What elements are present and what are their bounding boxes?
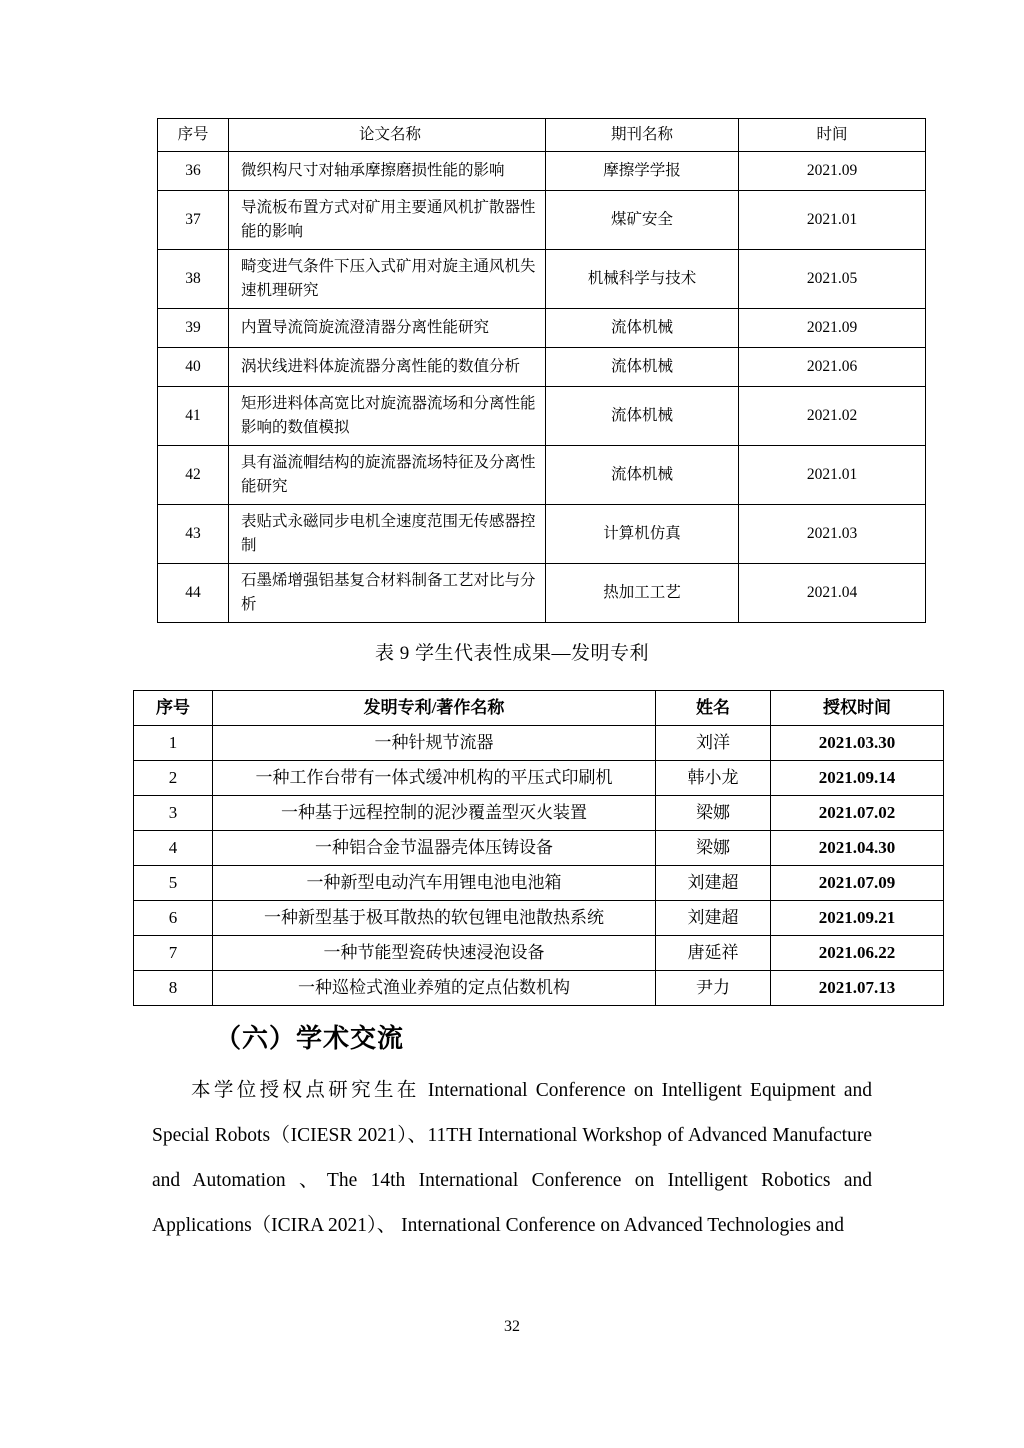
patents-col-name: 发明专利/著作名称 [213, 691, 656, 726]
cell-index: 7 [134, 936, 213, 971]
table-row [158, 387, 926, 446]
cell-date: 2021.09.14 [771, 761, 944, 796]
papers-table-body [158, 152, 926, 623]
cell-name: 涡状线进料体旋流器分离性能的数值分析 [229, 348, 546, 387]
cell-date: 2021.07.02 [771, 796, 944, 831]
cell-journal: 摩擦学学报 [546, 152, 739, 191]
patents-table [133, 690, 944, 1006]
patents-table-header [134, 691, 944, 726]
table-row [158, 309, 926, 348]
cell-date: 2021.04.30 [771, 831, 944, 866]
cell-index: 38 [158, 250, 229, 309]
cell-journal: 煤矿安全 [546, 191, 739, 250]
cell-name: 导流板布置方式对矿用主要通风机扩散器性能的影响 [229, 191, 546, 250]
section-paragraph: 本学位授权点研究生在 International Conference on Intelligent Equipment and Special Robots（ICIESR 2021）、11TH International Workshop of Advanced Manufacture and Automation 、The 14th International Conference on Intelligent Robotics and Applications（ICIRA 2021）、 International Conference on Advanced Technologies and [152, 1080, 872, 1236]
table-row [158, 446, 926, 505]
cell-name: 石墨烯增强铝基复合材料制备工艺对比与分析 [229, 564, 546, 623]
cell-journal: 计算机仿真 [546, 505, 739, 564]
table-row [134, 971, 944, 1006]
cell-name: 表贴式永磁同步电机全速度范围无传感器控制 [229, 505, 546, 564]
cell-name: 一种新型基于极耳散热的软包锂电池散热系统 [213, 901, 656, 936]
cell-name: 一种铝合金节温器壳体压铸设备 [213, 831, 656, 866]
cell-person: 梁娜 [656, 831, 771, 866]
cell-name: 一种新型电动汽车用锂电池电池箱 [213, 866, 656, 901]
table-row [158, 505, 926, 564]
cell-journal: 热加工工艺 [546, 564, 739, 623]
papers-table [157, 118, 926, 623]
cell-name: 一种节能型瓷砖快速浸泡设备 [213, 936, 656, 971]
cell-name: 矩形进料体高宽比对旋流器流场和分离性能影响的数值模拟 [229, 387, 546, 446]
table-caption: 表 9 学生代表性成果—发明专利 [374, 643, 649, 664]
cell-person: 刘建超 [656, 866, 771, 901]
cell-index: 44 [158, 564, 229, 623]
patents-col-person: 姓名 [656, 691, 771, 726]
cell-time: 2021.09 [739, 309, 926, 348]
cell-time: 2021.01 [739, 191, 926, 250]
cell-index: 41 [158, 387, 229, 446]
cell-journal: 流体机械 [546, 348, 739, 387]
table-row [158, 191, 926, 250]
patents-table-body [134, 726, 944, 1006]
cell-index: 5 [134, 866, 213, 901]
cell-name: 内置导流筒旋流澄清器分离性能研究 [229, 309, 546, 348]
cell-name: 一种工作台带有一体式缓冲机构的平压式印刷机 [213, 761, 656, 796]
cell-name: 具有溢流帽结构的旋流器流场特征及分离性能研究 [229, 446, 546, 505]
table-row [158, 564, 926, 623]
cell-time: 2021.09 [739, 152, 926, 191]
cell-person: 韩小龙 [656, 761, 771, 796]
cell-person: 梁娜 [656, 796, 771, 831]
table-row [134, 866, 944, 901]
cell-journal: 流体机械 [546, 309, 739, 348]
cell-index: 4 [134, 831, 213, 866]
cell-date: 2021.07.13 [771, 971, 944, 1006]
cell-name: 一种巡检式渔业养殖的定点佔数机构 [213, 971, 656, 1006]
patents-col-date: 授权时间 [771, 691, 944, 726]
cell-person: 尹力 [656, 971, 771, 1006]
cell-time: 2021.02 [739, 387, 926, 446]
cell-date: 2021.03.30 [771, 726, 944, 761]
cell-time: 2021.05 [739, 250, 926, 309]
cell-date: 2021.07.09 [771, 866, 944, 901]
cell-name: 一种针规节流器 [213, 726, 656, 761]
cell-time: 2021.06 [739, 348, 926, 387]
cell-journal: 流体机械 [546, 446, 739, 505]
table-row [158, 152, 926, 191]
cell-person: 刘洋 [656, 726, 771, 761]
cell-index: 39 [158, 309, 229, 348]
cell-index: 3 [134, 796, 213, 831]
table-header-row [158, 119, 926, 152]
cell-person: 唐延祥 [656, 936, 771, 971]
page-number: 32 [504, 1318, 520, 1335]
cell-journal: 机械科学与技术 [546, 250, 739, 309]
cell-time: 2021.01 [739, 446, 926, 505]
cell-index: 42 [158, 446, 229, 505]
cell-index: 8 [134, 971, 213, 1006]
table-row [158, 250, 926, 309]
cell-index: 37 [158, 191, 229, 250]
papers-table-header [158, 119, 926, 152]
cell-name: 一种基于远程控制的泥沙覆盖型灭火装置 [213, 796, 656, 831]
cell-name: 微织构尺寸对轴承摩擦磨损性能的影响 [229, 152, 546, 191]
papers-col-name: 论文名称 [229, 119, 546, 152]
table-row [158, 348, 926, 387]
cell-date: 2021.06.22 [771, 936, 944, 971]
section-heading: （六）学术交流 [215, 1024, 405, 1053]
cell-index: 43 [158, 505, 229, 564]
cell-index: 40 [158, 348, 229, 387]
cell-date: 2021.09.21 [771, 901, 944, 936]
cell-journal: 流体机械 [546, 387, 739, 446]
table-row [134, 761, 944, 796]
papers-col-index: 序号 [158, 119, 229, 152]
table-row [134, 901, 944, 936]
cell-index: 1 [134, 726, 213, 761]
cell-index: 6 [134, 901, 213, 936]
cell-time: 2021.04 [739, 564, 926, 623]
papers-col-journal: 期刊名称 [546, 119, 739, 152]
papers-col-time: 时间 [739, 119, 926, 152]
table-row [134, 831, 944, 866]
cell-index: 2 [134, 761, 213, 796]
table-row [134, 796, 944, 831]
cell-time: 2021.03 [739, 505, 926, 564]
cell-person: 刘建超 [656, 901, 771, 936]
table-row [134, 936, 944, 971]
cell-name: 畸变进气条件下压入式矿用对旋主通风机失速机理研究 [229, 250, 546, 309]
table-header-row [134, 691, 944, 726]
cell-index: 36 [158, 152, 229, 191]
patents-col-index: 序号 [134, 691, 213, 726]
table-row [134, 726, 944, 761]
